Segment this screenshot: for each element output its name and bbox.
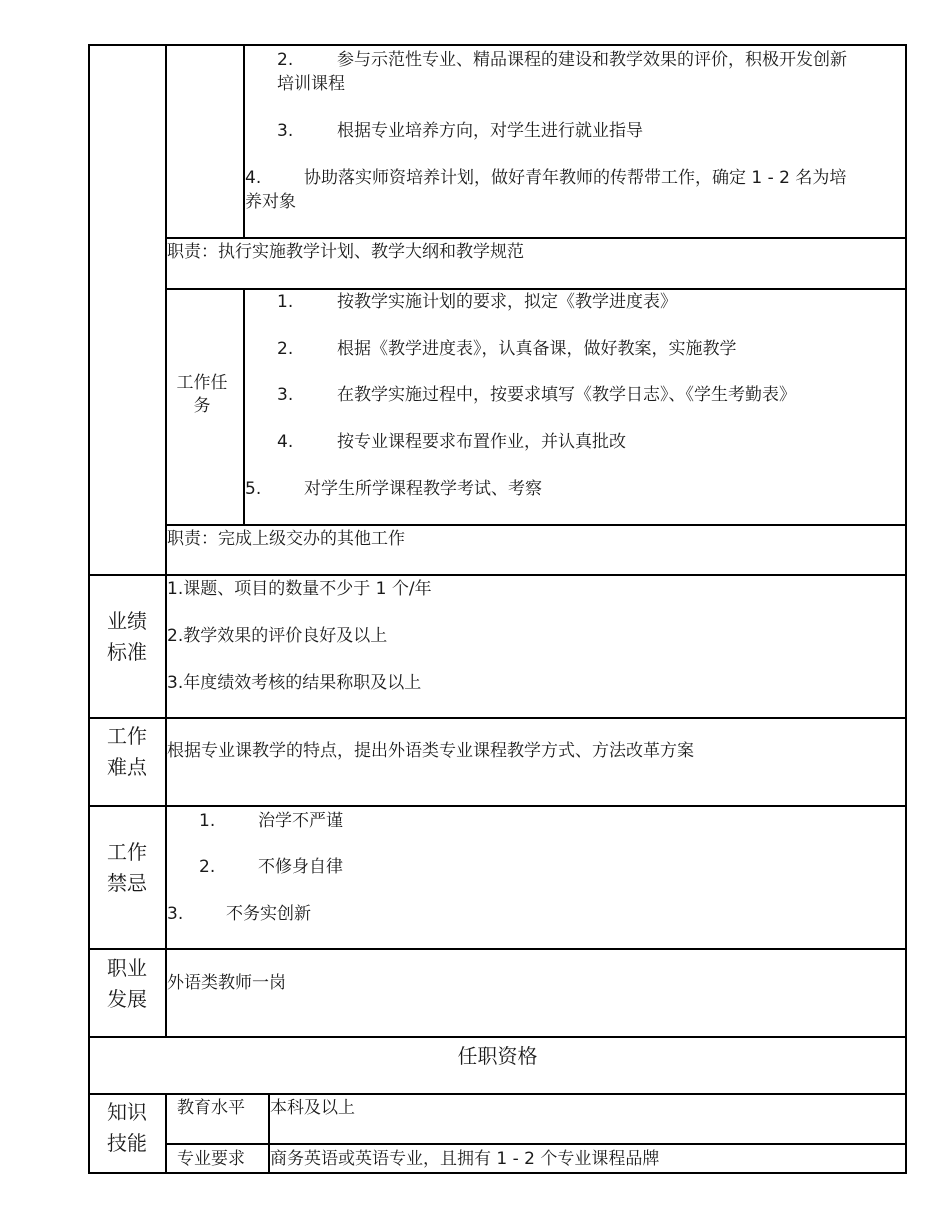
taboo-2-text: 不修身自律: [258, 857, 343, 877]
work-task-1-text: 按教学实施计划的要求，拟定《教学进度表》: [337, 292, 677, 312]
line-between-qual-rows: [165, 1143, 907, 1145]
education-value: 本科及以上: [270, 1098, 355, 1118]
work-task-1-number: 1.: [277, 292, 294, 312]
upper-task-4-number: 4.: [245, 168, 262, 188]
line-after-career: [88, 1036, 907, 1038]
major-label: 专业要求: [177, 1149, 245, 1169]
duty-other: 职责：完成上级交办的其他工作: [167, 529, 405, 549]
performance-label: 业绩标准: [107, 609, 147, 664]
career-label: 职业发展: [107, 956, 147, 1011]
line-after-performance: [88, 717, 907, 719]
upper-task-4-text-line1: 协助落实师资培养计划，做好青年教师的传帮带工作，确定 1 - 2 名为培: [304, 168, 847, 188]
performance-item-3: 3.年度绩效考核的结果称职及以上: [167, 673, 422, 693]
upper-task-2-text-line2: 培训课程: [277, 74, 345, 94]
border-top: [88, 44, 907, 46]
taboo-3-number: 3.: [167, 904, 184, 924]
work-task-4-text: 按专业课程要求布置作业，并认真批改: [337, 432, 626, 452]
line-after-upper-tasks: [165, 237, 907, 239]
duty-teaching: 职责：执行实施教学计划、教学大纲和教学规范: [167, 242, 524, 262]
major-value: 商务英语或英语专业，且拥有 1 - 2 个专业课程品牌: [270, 1149, 660, 1169]
work-tasks-label: 工作任务: [176, 373, 228, 416]
career-text: 外语类教师一岗: [167, 973, 286, 993]
performance-item-2: 2.教学效果的评价良好及以上: [167, 626, 388, 646]
line-after-heading: [88, 1093, 907, 1095]
taboo-label: 工作禁忌: [107, 840, 147, 895]
work-task-3-text: 在教学实施过程中，按要求填写《教学日志》、《学生考勤表》: [337, 385, 796, 405]
taboo-2-number: 2.: [199, 857, 216, 877]
education-label: 教育水平: [177, 1098, 245, 1118]
line-after-difficulty: [88, 805, 907, 807]
upper-task-4-text-line2: 养对象: [245, 192, 296, 212]
line-after-duty-other: [88, 574, 907, 576]
upper-task-2-number: 2.: [277, 50, 294, 70]
work-task-3-number: 3.: [277, 385, 294, 405]
work-task-2-number: 2.: [277, 339, 294, 359]
line-after-taboo: [88, 948, 907, 950]
border-right: [905, 44, 907, 1173]
qualification-heading: 任职资格: [457, 1044, 538, 1068]
knowledge-label: 知识技能: [107, 1100, 147, 1155]
work-task-5-text: 对学生所学课程教学考试、考察: [304, 479, 542, 499]
difficulty-label: 工作难点: [107, 724, 147, 779]
taboo-1-number: 1.: [199, 811, 216, 831]
taboo-3-text: 不务实创新: [226, 904, 311, 924]
border-bottom: [88, 1172, 907, 1174]
taboo-1-text: 治学不严谨: [258, 811, 343, 831]
work-task-2-text: 根据《教学进度表》，认真备课，做好教案，实施教学: [337, 339, 737, 359]
performance-item-1: 1.课题、项目的数量不少于 1 个/年: [167, 579, 432, 599]
line-after-work-tasks: [165, 524, 907, 526]
line-after-duty-teaching: [165, 288, 907, 290]
upper-task-3-number: 3.: [277, 121, 294, 141]
upper-task-2-text-line1: 参与示范性专业、精品课程的建设和教学效果的评价，积极开发创新: [337, 50, 847, 70]
work-task-5-number: 5.: [245, 479, 262, 499]
difficulty-text: 根据专业课教学的特点，提出外语类专业课程教学方式、方法改革方案: [167, 741, 694, 761]
upper-task-3-text: 根据专业培养方向，对学生进行就业指导: [337, 121, 643, 141]
work-task-4-number: 4.: [277, 432, 294, 452]
